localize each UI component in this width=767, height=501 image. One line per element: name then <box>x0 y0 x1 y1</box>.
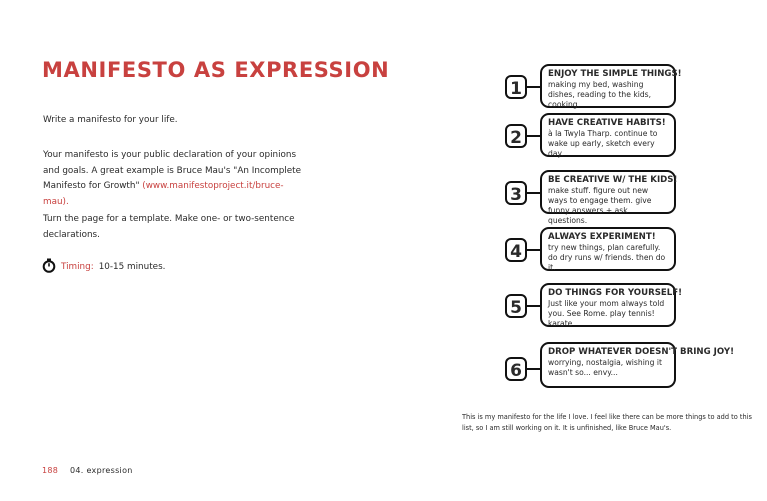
manifesto-item <box>505 283 685 329</box>
timing-row <box>42 258 165 276</box>
stopwatch-icon <box>42 258 56 276</box>
manifesto-item <box>505 113 685 159</box>
description-text: Your manifesto is your public declaration of your opinions and goals. A great example is Bruce Mau's "An Incomplete Manifesto for Growth" <box>43 150 301 191</box>
page-title: MANIFESTO AS EXPRESSION <box>42 58 390 82</box>
item-heading: ENJOY THE SIMPLE THINGS! <box>548 69 682 79</box>
manifesto-link[interactable]: (www.manifestoproject.it/bruce-mau). <box>43 181 284 207</box>
connector-line <box>526 368 541 370</box>
item-body: try new things, plan carefully. do dry runs w/ friends. then do it. <box>548 242 666 272</box>
connector-line <box>526 86 541 88</box>
item-box <box>540 170 678 225</box>
connector-line <box>526 192 541 194</box>
item-heading: DO THINGS FOR YOURSELF! <box>548 288 683 298</box>
item-body: making my bed, washing dishes, reading to the kids, cooking. <box>548 79 652 109</box>
timing-value: 10-15 minutes. <box>98 262 166 272</box>
item-heading: BE CREATIVE W/ THE KIDS! <box>548 175 678 185</box>
page-number: 188 <box>42 466 59 475</box>
item-body: make stuff. figure out new ways to engage them. give funny answers + ask questions. <box>548 185 652 225</box>
item-number: 4 <box>505 238 527 262</box>
section-label: 04. expression <box>70 466 133 475</box>
manifesto-description <box>43 148 308 210</box>
template-instruction: Turn the page for a template. Make one- or two-sentence declarations. <box>43 214 295 240</box>
item-box <box>540 113 676 157</box>
item-body: Just like your mom always told you. See Rome. play tennis! karate <box>548 298 665 328</box>
item-heading: DROP WHATEVER DOESN'T BRING JOY! <box>548 347 734 357</box>
item-number: 6 <box>505 357 527 381</box>
connector-line <box>526 249 541 251</box>
timing-label: Timing: <box>61 262 94 272</box>
connector-line <box>526 135 541 137</box>
item-box <box>540 227 676 271</box>
connector-line <box>526 305 541 307</box>
item-box <box>540 283 683 328</box>
item-number: 5 <box>505 294 527 318</box>
item-body: à la Twyla Tharp. continue to wake up early, sketch every day. <box>548 128 658 158</box>
item-body: worrying, nostalgia, wishing it wasn't so... envy... <box>548 357 662 377</box>
manifesto-item <box>505 64 685 110</box>
item-number: 3 <box>505 181 527 205</box>
manifesto-item <box>505 227 685 273</box>
manifesto-caption: This is my manifesto for the life I love. I feel like there can be more things to add to this list, so I am still working on it. It is unfinished, like Bruce Mau's. <box>462 413 752 432</box>
page-footer <box>42 466 133 475</box>
manifesto-item <box>505 170 685 225</box>
manifesto-item <box>505 342 734 388</box>
item-number: 2 <box>505 124 527 148</box>
item-box <box>540 64 682 109</box>
item-heading: ALWAYS EXPERIMENT! <box>548 232 656 242</box>
item-heading: HAVE CREATIVE HABITS! <box>548 118 666 128</box>
intro-text: Write a manifesto for your life. <box>43 115 178 125</box>
item-number: 1 <box>505 75 527 99</box>
item-box <box>540 342 734 388</box>
